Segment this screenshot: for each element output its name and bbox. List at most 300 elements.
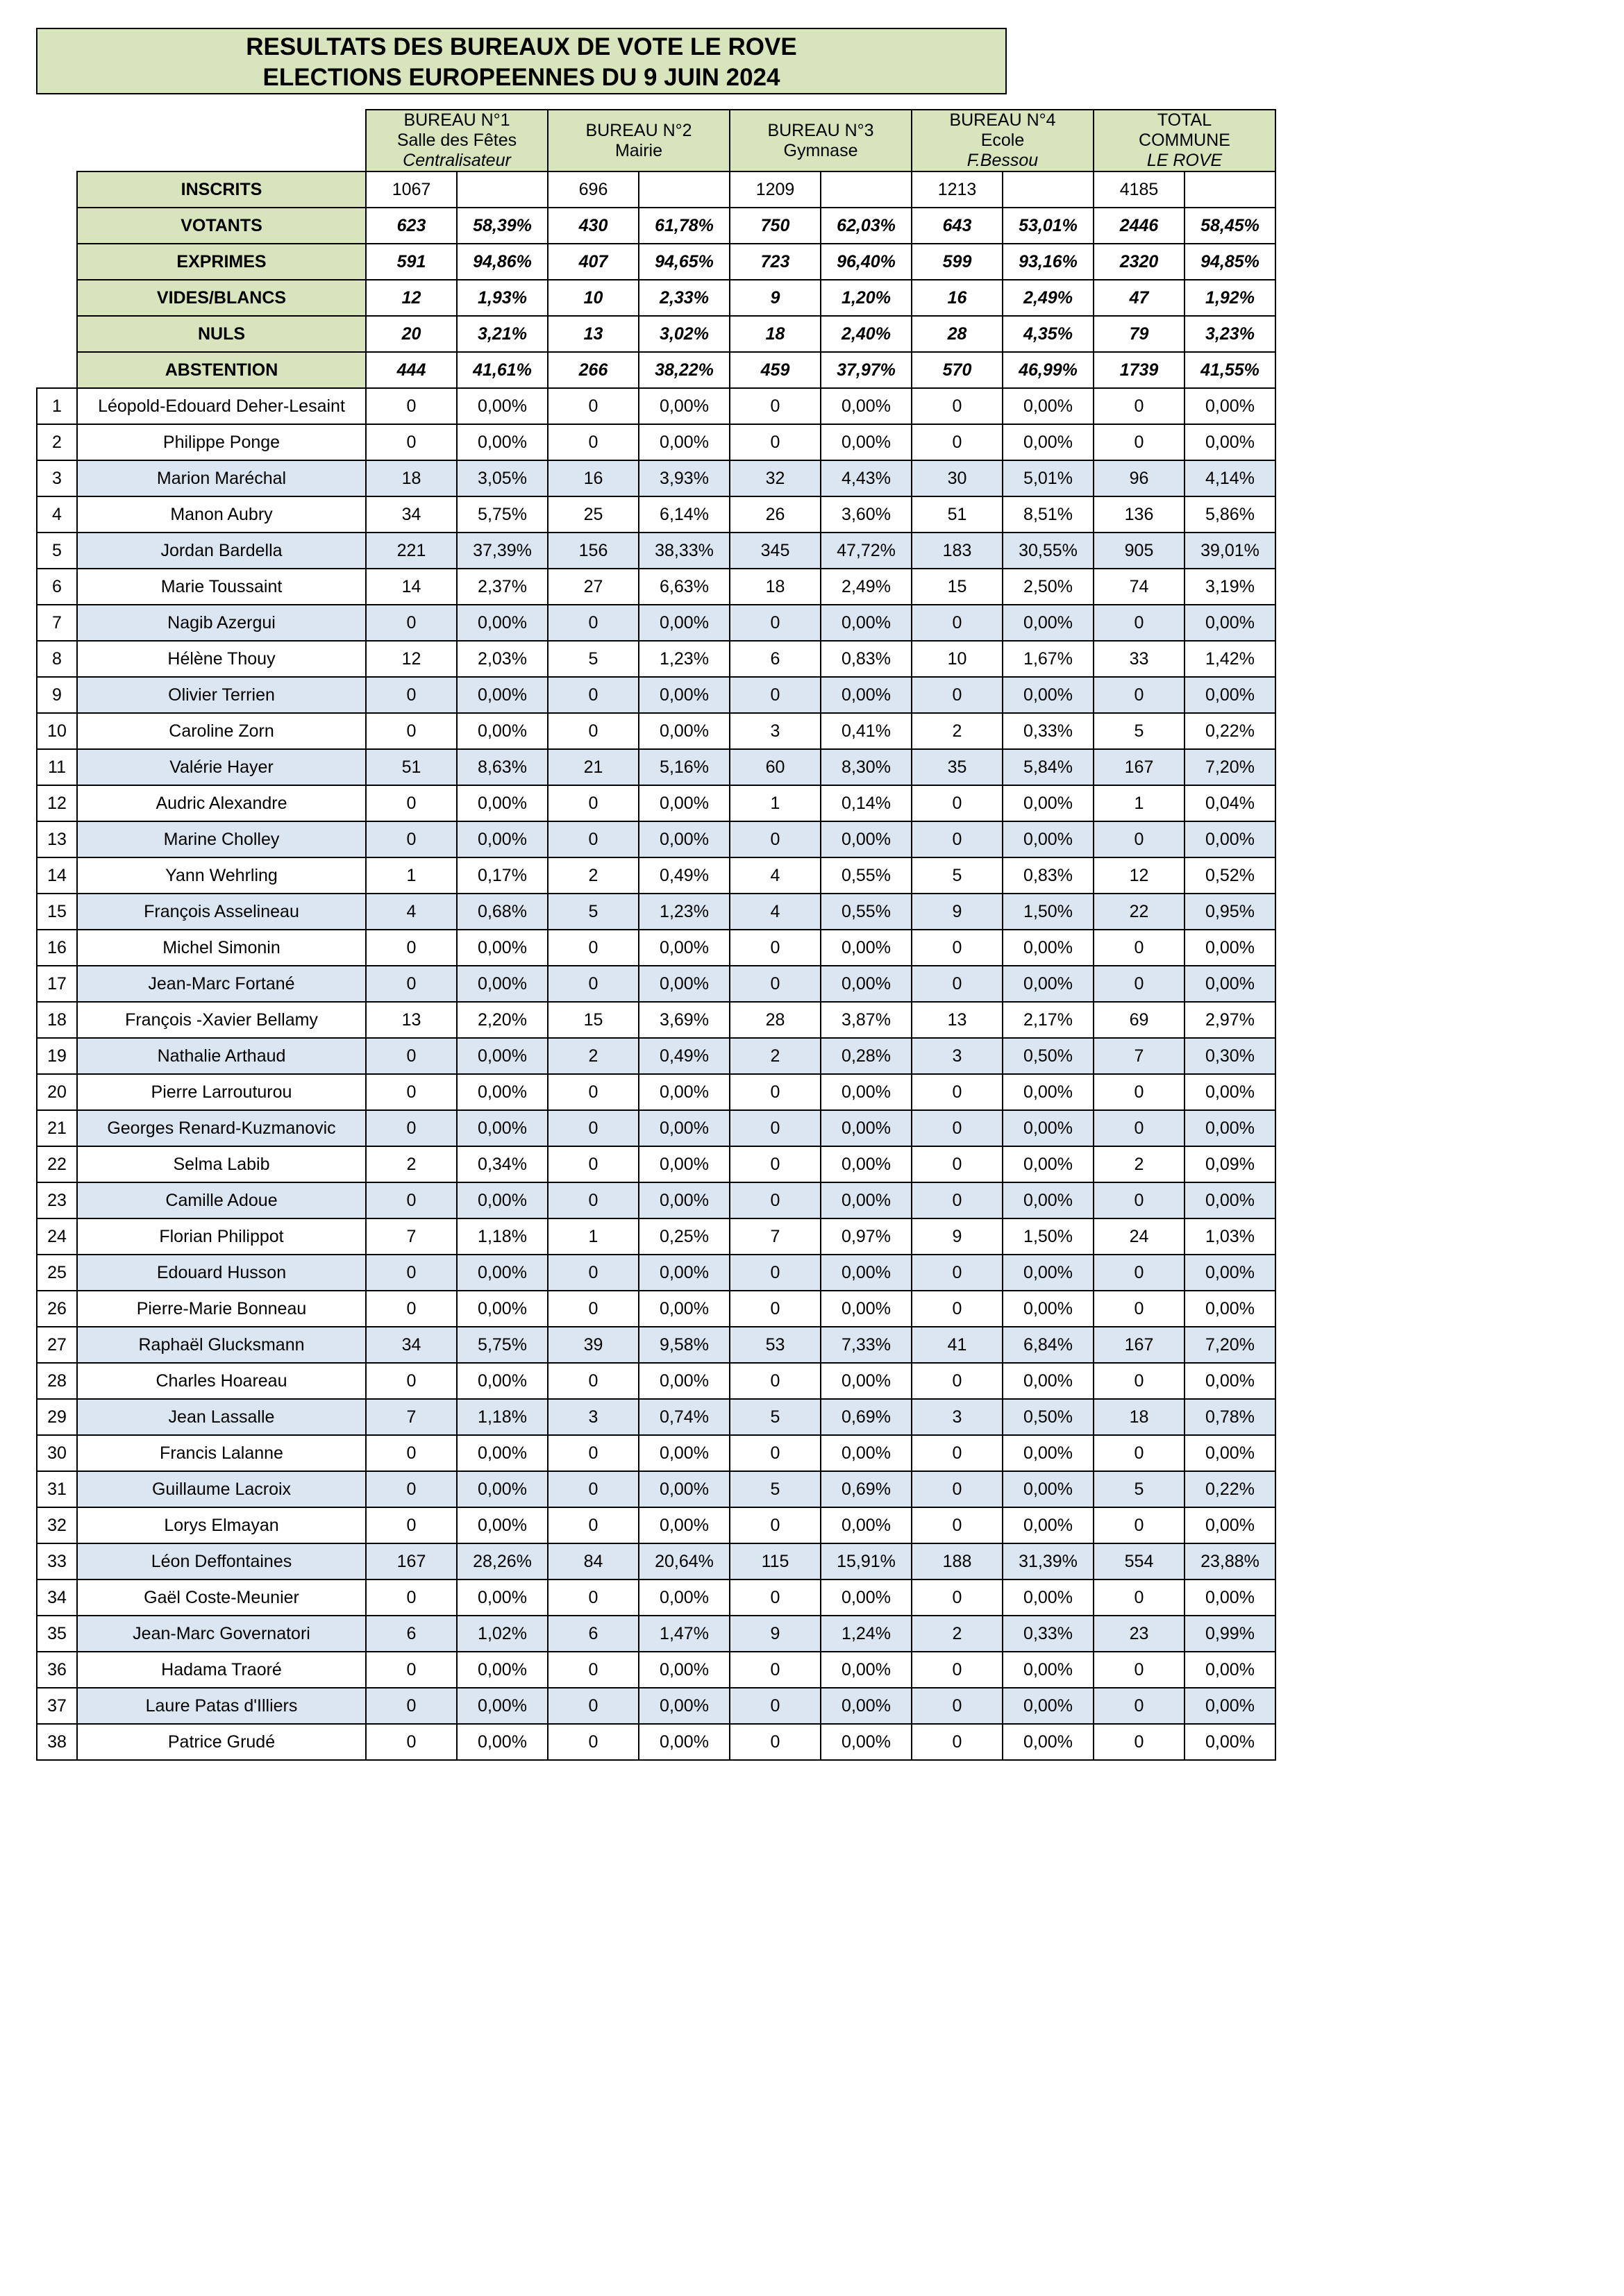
candidate-percent: 0,00% [821,605,912,641]
candidate-votes: 0 [366,821,457,857]
table-row [37,857,1275,894]
table-row [37,1182,1275,1218]
candidate-percent: 0,34% [457,1146,548,1182]
candidate-votes: 3 [730,713,821,749]
candidate-votes: 0 [730,1579,821,1616]
candidate-votes: 905 [1094,533,1184,569]
stat-count: 459 [730,352,821,388]
candidate-name: Francis Lalanne [77,1435,366,1471]
candidate-percent: 0,00% [821,1579,912,1616]
candidate-percent: 0,00% [821,388,912,424]
candidate-percent: 0,00% [1003,1363,1094,1399]
stat-count: 18 [730,316,821,352]
header-total [1094,110,1275,171]
candidate-percent: 0,00% [457,1724,548,1760]
candidate-name: Audric Alexandre [77,785,366,821]
candidate-percent: 0,00% [1184,821,1275,857]
candidate-name: Hélène Thouy [77,641,366,677]
candidate-percent: 0,00% [457,1182,548,1218]
stat-count: 750 [730,208,821,244]
candidate-votes: 0 [730,605,821,641]
candidate-votes: 5 [1094,713,1184,749]
candidate-votes: 0 [366,1579,457,1616]
document-title [36,28,1007,94]
candidate-votes: 22 [1094,894,1184,930]
candidate-percent: 7,20% [1184,749,1275,785]
stat-count: 643 [912,208,1003,244]
candidate-percent: 2,03% [457,641,548,677]
candidate-votes: 0 [366,1507,457,1543]
candidate-votes: 21 [548,749,639,785]
candidate-votes: 221 [366,533,457,569]
table-row [37,1074,1275,1110]
candidate-number: 19 [37,1038,77,1074]
table-row [37,677,1275,713]
candidate-percent: 0,00% [639,424,730,460]
stat-percent: 58,45% [1184,208,1275,244]
candidate-percent: 20,64% [639,1543,730,1579]
stat-percent: 58,39% [457,208,548,244]
stat-count: 1209 [730,171,821,208]
candidate-number: 8 [37,641,77,677]
candidate-votes: 0 [730,821,821,857]
candidate-votes: 34 [366,496,457,533]
candidate-votes: 0 [548,966,639,1002]
candidate-percent: 0,00% [457,930,548,966]
candidate-votes: 0 [548,821,639,857]
candidate-votes: 0 [366,785,457,821]
candidate-name: François Asselineau [77,894,366,930]
candidate-votes: 0 [548,785,639,821]
candidate-percent: 0,00% [1003,1652,1094,1688]
table-row [37,1363,1275,1399]
candidate-votes: 1 [366,857,457,894]
stat-label: VIDES/BLANCS [77,280,366,316]
candidate-percent: 1,02% [457,1616,548,1652]
candidate-percent: 0,95% [1184,894,1275,930]
candidate-percent: 0,00% [1003,1471,1094,1507]
candidate-percent: 0,14% [821,785,912,821]
candidate-name: Florian Philippot [77,1218,366,1255]
candidate-number: 11 [37,749,77,785]
candidate-percent: 0,33% [1003,1616,1094,1652]
candidate-percent: 0,00% [457,1291,548,1327]
candidate-percent: 0,00% [639,605,730,641]
candidate-votes: 115 [730,1543,821,1579]
candidate-name: Camille Adoue [77,1182,366,1218]
header-line-2: Salle des Fêtes [396,131,517,150]
candidate-votes: 0 [912,1074,1003,1110]
stat-row [37,171,1275,208]
candidate-percent: 2,17% [1003,1002,1094,1038]
candidate-votes: 0 [912,1182,1003,1218]
header-row [37,110,1275,171]
stat-percent: 93,16% [1003,244,1094,280]
candidate-percent: 2,37% [457,569,548,605]
candidate-percent: 0,00% [1184,966,1275,1002]
candidate-name: Valérie Hayer [77,749,366,785]
candidate-name: Marion Maréchal [77,460,366,496]
candidate-votes: 0 [730,1146,821,1182]
candidate-votes: 0 [730,966,821,1002]
candidate-percent: 38,33% [639,533,730,569]
stat-count: 623 [366,208,457,244]
stat-count: 599 [912,244,1003,280]
candidate-percent: 0,00% [821,1652,912,1688]
candidate-number: 35 [37,1616,77,1652]
candidate-votes: 0 [912,785,1003,821]
candidate-votes: 0 [912,388,1003,424]
candidate-percent: 1,50% [1003,1218,1094,1255]
candidate-percent: 0,00% [821,1146,912,1182]
candidate-name: Michel Simonin [77,930,366,966]
stat-percent: 46,99% [1003,352,1094,388]
candidate-votes: 2 [1094,1146,1184,1182]
candidate-percent: 0,00% [821,1688,912,1724]
stat-percent: 4,35% [1003,316,1094,352]
stat-label: VOTANTS [77,208,366,244]
header-line-3: Centralisateur [403,151,511,170]
candidate-number: 6 [37,569,77,605]
candidate-votes: 167 [366,1543,457,1579]
candidate-votes: 5 [548,641,639,677]
candidate-percent: 0,17% [457,857,548,894]
candidate-percent: 0,00% [639,1074,730,1110]
stat-count: 47 [1094,280,1184,316]
candidate-percent: 0,00% [1184,1182,1275,1218]
candidate-name: Guillaume Lacroix [77,1471,366,1507]
candidate-percent: 5,84% [1003,749,1094,785]
candidate-percent: 3,19% [1184,569,1275,605]
candidate-votes: 0 [366,1688,457,1724]
stat-percent: 3,21% [457,316,548,352]
candidate-name: Yann Wehrling [77,857,366,894]
stat-percent: 2,49% [1003,280,1094,316]
stat-count: 2320 [1094,244,1184,280]
candidate-percent: 0,00% [1003,1579,1094,1616]
candidate-percent: 0,00% [821,1724,912,1760]
candidate-votes: 0 [548,1471,639,1507]
table-row [37,1616,1275,1652]
candidate-number: 12 [37,785,77,821]
stat-count: 696 [548,171,639,208]
stat-label: ABSTENTION [77,352,366,388]
candidate-votes: 84 [548,1543,639,1579]
candidate-number: 15 [37,894,77,930]
candidate-percent: 0,33% [1003,713,1094,749]
candidate-name: Lorys Elmayan [77,1507,366,1543]
candidate-votes: 0 [548,1652,639,1688]
candidate-percent: 0,00% [821,1074,912,1110]
candidate-votes: 18 [366,460,457,496]
candidate-name: Selma Labib [77,1146,366,1182]
candidate-number: 26 [37,1291,77,1327]
candidate-votes: 0 [548,424,639,460]
candidate-number: 9 [37,677,77,713]
candidate-votes: 9 [912,1218,1003,1255]
candidate-votes: 0 [1094,1074,1184,1110]
candidate-percent: 30,55% [1003,533,1094,569]
stat-label: EXPRIMES [77,244,366,280]
candidate-votes: 4 [366,894,457,930]
candidate-percent: 0,00% [457,1507,548,1543]
candidate-votes: 0 [1094,1688,1184,1724]
candidate-percent: 0,00% [821,1363,912,1399]
candidate-percent: 0,00% [1184,1724,1275,1760]
candidate-percent: 0,00% [1003,930,1094,966]
candidate-percent: 6,63% [639,569,730,605]
candidate-percent: 0,55% [821,857,912,894]
table-row [37,1543,1275,1579]
candidate-votes: 0 [548,1724,639,1760]
candidate-votes: 0 [730,1435,821,1471]
candidate-percent: 0,00% [1184,1074,1275,1110]
candidate-votes: 0 [548,713,639,749]
candidate-percent: 0,28% [821,1038,912,1074]
candidate-percent: 0,00% [1184,424,1275,460]
candidate-percent: 8,63% [457,749,548,785]
candidate-name: Laure Patas d'Illiers [77,1688,366,1724]
candidate-percent: 0,04% [1184,785,1275,821]
candidate-votes: 156 [548,533,639,569]
candidate-percent: 0,00% [1003,1074,1094,1110]
candidate-number: 33 [37,1543,77,1579]
header-line-1: TOTAL [1157,110,1212,130]
header-blank-label [77,110,366,171]
candidate-number: 20 [37,1074,77,1110]
candidate-votes: 7 [366,1218,457,1255]
candidate-votes: 3 [548,1399,639,1435]
candidate-votes: 27 [548,569,639,605]
candidate-percent: 7,20% [1184,1327,1275,1363]
header-line-2: Mairie [614,140,663,160]
stat-percent: 41,61% [457,352,548,388]
table-row [37,1002,1275,1038]
candidate-votes: 0 [548,388,639,424]
candidate-votes: 6 [366,1616,457,1652]
candidate-votes: 26 [730,496,821,533]
candidate-number: 34 [37,1579,77,1616]
candidate-votes: 0 [912,1724,1003,1760]
candidate-votes: 554 [1094,1543,1184,1579]
stat-percent: 94,86% [457,244,548,280]
stat-label: INSCRITS [77,171,366,208]
stat-percent: 62,03% [821,208,912,244]
candidate-votes: 0 [1094,1110,1184,1146]
candidate-percent: 0,69% [821,1399,912,1435]
candidate-votes: 2 [730,1038,821,1074]
candidate-votes: 0 [366,1110,457,1146]
candidate-votes: 18 [1094,1399,1184,1435]
candidate-votes: 0 [730,677,821,713]
results-table [36,109,1276,1761]
candidate-votes: 5 [730,1471,821,1507]
candidate-votes: 0 [730,1182,821,1218]
table-row [37,821,1275,857]
candidate-votes: 51 [912,496,1003,533]
candidate-votes: 33 [1094,641,1184,677]
table-row [37,1724,1275,1760]
table-row [37,1435,1275,1471]
stat-count: 2446 [1094,208,1184,244]
candidate-name: Léopold-Edouard Deher-Lesaint [77,388,366,424]
stat-percent: 1,20% [821,280,912,316]
candidate-votes: 0 [366,424,457,460]
candidate-votes: 3 [912,1038,1003,1074]
candidate-number: 25 [37,1255,77,1291]
candidate-votes: 0 [548,930,639,966]
candidate-votes: 0 [1094,1363,1184,1399]
candidate-votes: 0 [912,1507,1003,1543]
candidate-name: Olivier Terrien [77,677,366,713]
stat-percent: 37,97% [821,352,912,388]
table-row [37,641,1275,677]
candidate-name: Nathalie Arthaud [77,1038,366,1074]
candidate-votes: 0 [730,1291,821,1327]
candidate-votes: 0 [730,1724,821,1760]
candidate-percent: 2,49% [821,569,912,605]
candidate-votes: 9 [730,1616,821,1652]
candidate-votes: 0 [548,1507,639,1543]
candidate-percent: 0,00% [1184,930,1275,966]
candidate-votes: 15 [548,1002,639,1038]
candidate-votes: 0 [912,605,1003,641]
candidate-votes: 41 [912,1327,1003,1363]
stat-percent: 3,02% [639,316,730,352]
stat-percent [1184,171,1275,208]
candidate-votes: 0 [912,1652,1003,1688]
candidate-percent: 0,55% [821,894,912,930]
candidate-votes: 0 [1094,821,1184,857]
candidate-votes: 2 [912,1616,1003,1652]
stat-count: 1213 [912,171,1003,208]
stat-blank [37,208,77,244]
candidate-votes: 0 [1094,966,1184,1002]
candidate-percent: 0,49% [639,857,730,894]
candidate-percent: 31,39% [1003,1543,1094,1579]
candidate-votes: 5 [548,894,639,930]
candidate-percent: 0,00% [457,1074,548,1110]
candidate-percent: 0,00% [1003,388,1094,424]
candidate-votes: 0 [366,1255,457,1291]
table-row [37,1218,1275,1255]
candidate-percent: 0,00% [639,966,730,1002]
candidate-votes: 0 [548,677,639,713]
candidate-votes: 7 [730,1218,821,1255]
candidate-percent: 0,00% [1184,605,1275,641]
candidate-percent: 1,67% [1003,641,1094,677]
candidate-percent: 0,00% [639,713,730,749]
candidate-votes: 0 [548,1435,639,1471]
candidate-votes: 0 [1094,1579,1184,1616]
candidate-name: Pierre-Marie Bonneau [77,1291,366,1327]
stat-percent: 2,33% [639,280,730,316]
candidate-number: 2 [37,424,77,460]
candidate-votes: 0 [548,1182,639,1218]
stat-row [37,244,1275,280]
candidate-percent: 0,00% [821,1507,912,1543]
candidate-number: 38 [37,1724,77,1760]
candidate-votes: 3 [912,1399,1003,1435]
stat-percent: 1,93% [457,280,548,316]
table-row [37,785,1275,821]
candidate-percent: 0,00% [639,388,730,424]
candidate-votes: 5 [730,1399,821,1435]
candidate-percent: 1,18% [457,1399,548,1435]
stat-percent [1003,171,1094,208]
candidate-votes: 5 [912,857,1003,894]
stat-blank [37,316,77,352]
candidate-votes: 0 [912,1255,1003,1291]
candidate-percent: 0,68% [457,894,548,930]
candidate-number: 14 [37,857,77,894]
candidate-votes: 0 [1094,677,1184,713]
stat-percent: 96,40% [821,244,912,280]
candidate-votes: 167 [1094,749,1184,785]
candidate-percent: 7,33% [821,1327,912,1363]
candidate-percent: 2,97% [1184,1002,1275,1038]
candidate-votes: 13 [366,1002,457,1038]
candidate-percent: 0,00% [639,677,730,713]
candidate-votes: 5 [1094,1471,1184,1507]
candidate-number: 30 [37,1435,77,1471]
candidate-votes: 12 [1094,857,1184,894]
table-row [37,1291,1275,1327]
candidate-votes: 0 [730,1507,821,1543]
candidate-votes: 0 [912,1579,1003,1616]
candidate-votes: 51 [366,749,457,785]
candidate-votes: 0 [366,1038,457,1074]
candidate-percent: 1,23% [639,894,730,930]
candidate-votes: 0 [912,677,1003,713]
candidate-votes: 0 [366,1435,457,1471]
candidate-percent: 0,00% [457,1038,548,1074]
candidate-votes: 0 [548,1255,639,1291]
header-line-1: BUREAU N°4 [949,110,1056,130]
stat-blank [37,171,77,208]
candidate-votes: 74 [1094,569,1184,605]
candidate-votes: 15 [912,569,1003,605]
stat-count: 10 [548,280,639,316]
candidate-number: 36 [37,1652,77,1688]
candidate-name: Jordan Bardella [77,533,366,569]
stat-count: 266 [548,352,639,388]
table-row [37,966,1275,1002]
candidate-votes: 14 [366,569,457,605]
candidate-percent: 3,87% [821,1002,912,1038]
candidate-percent: 0,00% [639,1724,730,1760]
candidate-percent: 0,00% [1003,424,1094,460]
candidate-name: Patrice Grudé [77,1724,366,1760]
candidate-votes: 0 [366,1363,457,1399]
candidate-name: Philippe Ponge [77,424,366,460]
candidate-percent: 0,00% [821,1182,912,1218]
candidate-votes: 0 [912,1146,1003,1182]
candidate-votes: 1 [548,1218,639,1255]
candidate-number: 21 [37,1110,77,1146]
candidate-percent: 0,00% [639,1579,730,1616]
stat-count: 16 [912,280,1003,316]
stat-percent: 2,40% [821,316,912,352]
table-row [37,1579,1275,1616]
candidate-votes: 0 [366,1652,457,1688]
candidate-votes: 0 [1094,1507,1184,1543]
table-row [37,496,1275,533]
table-row [37,749,1275,785]
candidate-votes: 39 [548,1327,639,1363]
candidate-votes: 1 [1094,785,1184,821]
stat-row [37,280,1275,316]
